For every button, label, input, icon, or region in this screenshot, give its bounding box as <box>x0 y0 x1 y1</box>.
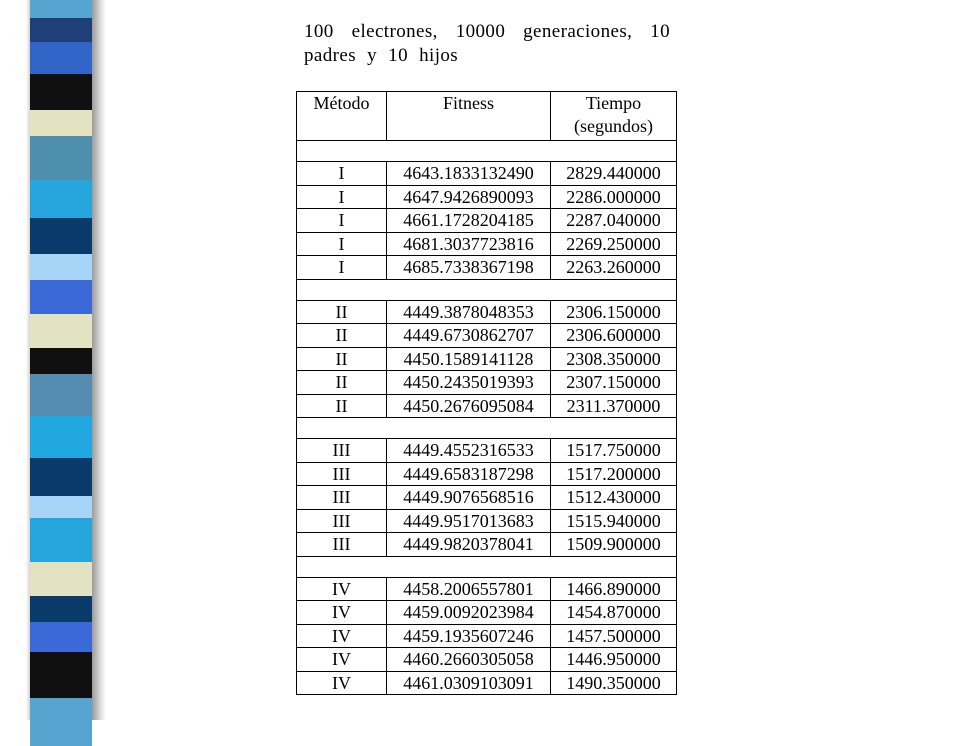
group-spacer-row <box>297 418 677 439</box>
band-stripe <box>30 374 92 416</box>
group-spacer-cell <box>297 279 677 300</box>
cell-metodo: II <box>297 371 387 395</box>
cell-tiempo: 2286.000000 <box>551 185 677 209</box>
table-row <box>297 671 677 695</box>
band-stripe <box>30 416 92 458</box>
band-stripe <box>30 18 92 42</box>
slide-title: 100 electrones, 10000 generaciones, 10 padres y 10 hijos <box>304 21 670 66</box>
decorative-striped-band <box>30 0 92 720</box>
band-stripe <box>30 622 92 652</box>
band-stripe <box>30 110 92 136</box>
cell-metodo: III <box>297 486 387 510</box>
cell-tiempo: 2307.150000 <box>551 371 677 395</box>
header-tiempo <box>551 92 677 141</box>
cell-metodo: II <box>297 324 387 348</box>
band-shadow <box>92 0 106 720</box>
cell-metodo: III <box>297 509 387 533</box>
band-stripe <box>30 458 92 496</box>
cell-tiempo: 1454.870000 <box>551 601 677 625</box>
cell-tiempo: 2306.150000 <box>551 300 677 324</box>
cell-tiempo: 1517.750000 <box>551 439 677 463</box>
table-row <box>297 462 677 486</box>
group-spacer-row <box>297 279 677 300</box>
cell-fitness: 4459.0092023984 <box>387 601 551 625</box>
table-row <box>297 371 677 395</box>
group-spacer-row <box>297 141 677 162</box>
band-stripe <box>30 652 92 698</box>
cell-metodo: IV <box>297 624 387 648</box>
cell-fitness: 4449.6730862707 <box>387 324 551 348</box>
cell-metodo: II <box>297 347 387 371</box>
results-table <box>296 91 677 695</box>
cell-fitness: 4449.9517013683 <box>387 509 551 533</box>
cell-tiempo: 1466.890000 <box>551 577 677 601</box>
cell-fitness: 4647.9426890093 <box>387 185 551 209</box>
band-stripe <box>30 698 92 746</box>
band-stripe <box>30 562 92 596</box>
cell-metodo: I <box>297 209 387 233</box>
table-row <box>297 209 677 233</box>
cell-tiempo: 1512.430000 <box>551 486 677 510</box>
table-row <box>297 509 677 533</box>
cell-tiempo: 2308.350000 <box>551 347 677 371</box>
cell-fitness: 4449.3878048353 <box>387 300 551 324</box>
cell-tiempo: 1509.900000 <box>551 533 677 557</box>
cell-fitness: 4458.2006557801 <box>387 577 551 601</box>
band-stripe <box>30 74 92 110</box>
band-stripe <box>30 518 92 562</box>
cell-metodo: I <box>297 232 387 256</box>
cell-metodo: II <box>297 300 387 324</box>
cell-metodo: I <box>297 185 387 209</box>
header-tiempo-line1: Tiempo <box>585 93 642 113</box>
table-row <box>297 185 677 209</box>
band-stripe <box>30 218 92 254</box>
table-row <box>297 300 677 324</box>
cell-fitness: 4449.9076568516 <box>387 486 551 510</box>
cell-fitness: 4461.0309103091 <box>387 671 551 695</box>
table-row <box>297 256 677 280</box>
band-stripe <box>30 496 92 518</box>
band-stripe <box>30 180 92 218</box>
cell-fitness: 4460.2660305058 <box>387 648 551 672</box>
cell-tiempo: 2269.250000 <box>551 232 677 256</box>
table-row <box>297 324 677 348</box>
cell-metodo: III <box>297 462 387 486</box>
cell-tiempo: 2829.440000 <box>551 162 677 186</box>
cell-tiempo: 2287.040000 <box>551 209 677 233</box>
group-spacer-cell <box>297 418 677 439</box>
cell-tiempo: 1490.350000 <box>551 671 677 695</box>
table-row <box>297 439 677 463</box>
table-row <box>297 624 677 648</box>
cell-fitness: 4449.6583187298 <box>387 462 551 486</box>
cell-fitness: 4450.1589141128 <box>387 347 551 371</box>
table-row <box>297 533 677 557</box>
table-row <box>297 601 677 625</box>
cell-tiempo: 2311.370000 <box>551 394 677 418</box>
band-stripe <box>30 280 92 314</box>
cell-metodo: I <box>297 256 387 280</box>
cell-tiempo: 1515.940000 <box>551 509 677 533</box>
cell-fitness: 4449.4552316533 <box>387 439 551 463</box>
group-spacer-cell <box>297 556 677 577</box>
group-spacer-cell <box>297 141 677 162</box>
cell-fitness: 4459.1935607246 <box>387 624 551 648</box>
cell-metodo: II <box>297 394 387 418</box>
table-header-row <box>297 92 677 141</box>
cell-tiempo: 2306.600000 <box>551 324 677 348</box>
table-row <box>297 162 677 186</box>
cell-metodo: IV <box>297 577 387 601</box>
cell-fitness: 4685.7338367198 <box>387 256 551 280</box>
cell-fitness: 4661.1728204185 <box>387 209 551 233</box>
header-tiempo-line2: (segundos) <box>574 116 653 136</box>
cell-metodo: I <box>297 162 387 186</box>
cell-fitness: 4450.2676095084 <box>387 394 551 418</box>
header-fitness: Fitness <box>387 92 551 141</box>
cell-fitness: 4449.9820378041 <box>387 533 551 557</box>
cell-tiempo: 1446.950000 <box>551 648 677 672</box>
cell-fitness: 4450.2435019393 <box>387 371 551 395</box>
group-spacer-row <box>297 556 677 577</box>
table-row <box>297 394 677 418</box>
cell-metodo: IV <box>297 648 387 672</box>
cell-fitness: 4643.1833132490 <box>387 162 551 186</box>
header-metodo: Método <box>297 92 387 141</box>
cell-metodo: III <box>297 439 387 463</box>
table-row <box>297 347 677 371</box>
band-stripe <box>30 348 92 374</box>
cell-tiempo: 1457.500000 <box>551 624 677 648</box>
band-stripe <box>30 314 92 348</box>
cell-tiempo: 1517.200000 <box>551 462 677 486</box>
table-body <box>297 141 677 695</box>
cell-fitness: 4681.3037723816 <box>387 232 551 256</box>
band-stripe <box>30 254 92 280</box>
table-row <box>297 232 677 256</box>
band-stripe <box>30 596 92 622</box>
table-row <box>297 577 677 601</box>
cell-tiempo: 2263.260000 <box>551 256 677 280</box>
cell-metodo: III <box>297 533 387 557</box>
band-stripe <box>30 42 92 74</box>
cell-metodo: IV <box>297 601 387 625</box>
band-stripe <box>30 136 92 180</box>
table-row <box>297 648 677 672</box>
table-row <box>297 486 677 510</box>
cell-metodo: IV <box>297 671 387 695</box>
band-stripe <box>30 0 92 18</box>
